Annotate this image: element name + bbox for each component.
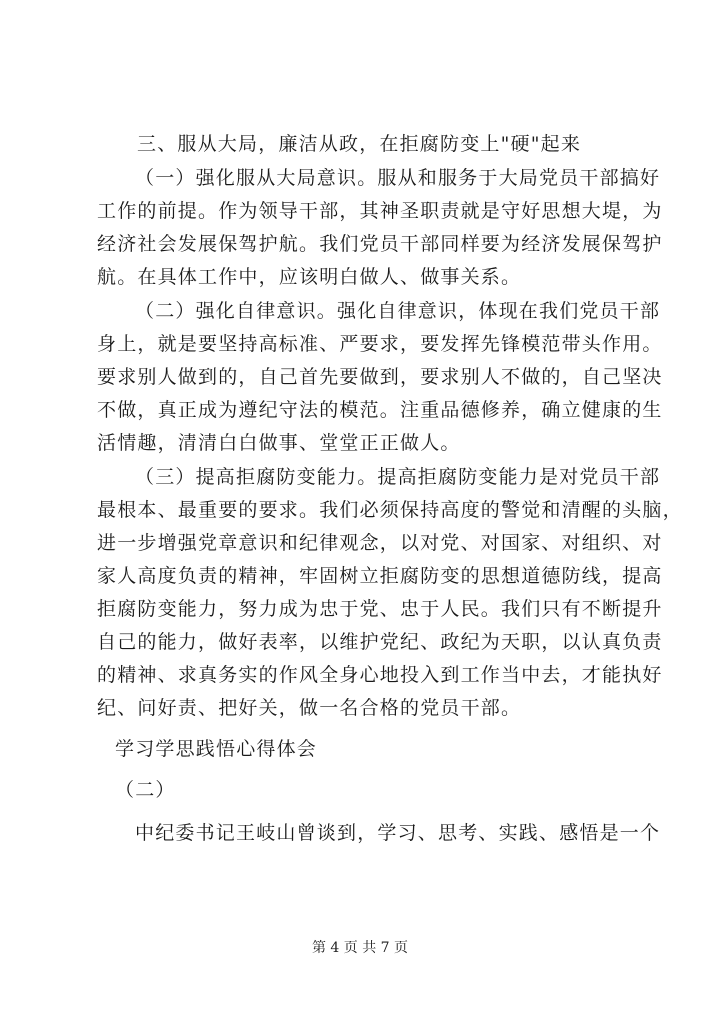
paragraph-1 bbox=[97, 162, 663, 294]
paragraph-line: 经济社会发展保驾护航。我们党员干部同样要为经济发展保驾护 bbox=[97, 233, 663, 255]
paragraph-line: （三）提高拒腐防变能力。提高拒腐防变能力是对党员干部 bbox=[135, 466, 661, 488]
document-title: 学习学思践悟心得体会 bbox=[115, 738, 318, 760]
document-subtitle: （二） bbox=[115, 779, 176, 801]
paragraph-line: 不做，真正成为遵纪守法的模范。注重品德修养，确立健康的生 bbox=[97, 399, 663, 421]
paragraph-line: 进一步增强党章意识和纪律观念，以对党、对国家、对组织、对 bbox=[97, 532, 663, 554]
paragraph-line: 的精神、求真务实的作风全身心地投入到工作当中去，才能执好 bbox=[97, 664, 663, 686]
paragraph-line: 要求别人做到的，自己首先要做到，要求别人不做的，自己坚决 bbox=[97, 366, 663, 388]
paragraph-line: 活情趣，清清白白做事、堂堂正正做人。 bbox=[97, 432, 461, 454]
paragraph-2 bbox=[97, 295, 663, 460]
paragraph-line: 身上，就是要坚持高标准、严要求，要发挥先锋模范带头作用。 bbox=[97, 333, 663, 355]
paragraph-line: 自己的能力，做好表率，以维护党纪、政纪为天职，以认真负责 bbox=[97, 631, 663, 653]
document-body bbox=[97, 128, 683, 850]
paragraph-line: 家人高度负责的精神，牢固树立拒腐防变的思想道德防线，提高 bbox=[97, 565, 663, 587]
page-number: 第 4 页 共 7 页 bbox=[311, 940, 409, 956]
paragraph-line: 拒腐防变能力，努力成为忠于党、忠于人民。我们只有不断提升 bbox=[97, 598, 663, 620]
paragraph-line: （二）强化自律意识。强化自律意识，体现在我们党员干部 bbox=[135, 300, 661, 322]
paragraph-line: 工作的前提。作为领导干部，其神圣职责就是守好思想大堤，为 bbox=[97, 200, 663, 222]
paragraph-3 bbox=[97, 461, 683, 725]
paragraph-line: （一）强化服从大局意识。服从和服务于大局党员干部搞好 bbox=[135, 167, 661, 189]
section-heading: 三、服从大局，廉洁从政，在拒腐防变上"硬"起来 bbox=[137, 133, 582, 155]
paragraph-line: 纪、问好责、把好关，做一名合格的党员干部。 bbox=[97, 697, 522, 719]
paragraph-line: 最根本、最重要的要求。我们必须保持高度的警觉和清醒的头脑， bbox=[97, 499, 683, 521]
paragraph-line: 航。在具体工作中，应该明白做人、做事关系。 bbox=[97, 266, 522, 288]
paragraph-line: 中纪委书记王岐山曾谈到，学习、思考、实践、感悟是一个 bbox=[135, 822, 661, 844]
